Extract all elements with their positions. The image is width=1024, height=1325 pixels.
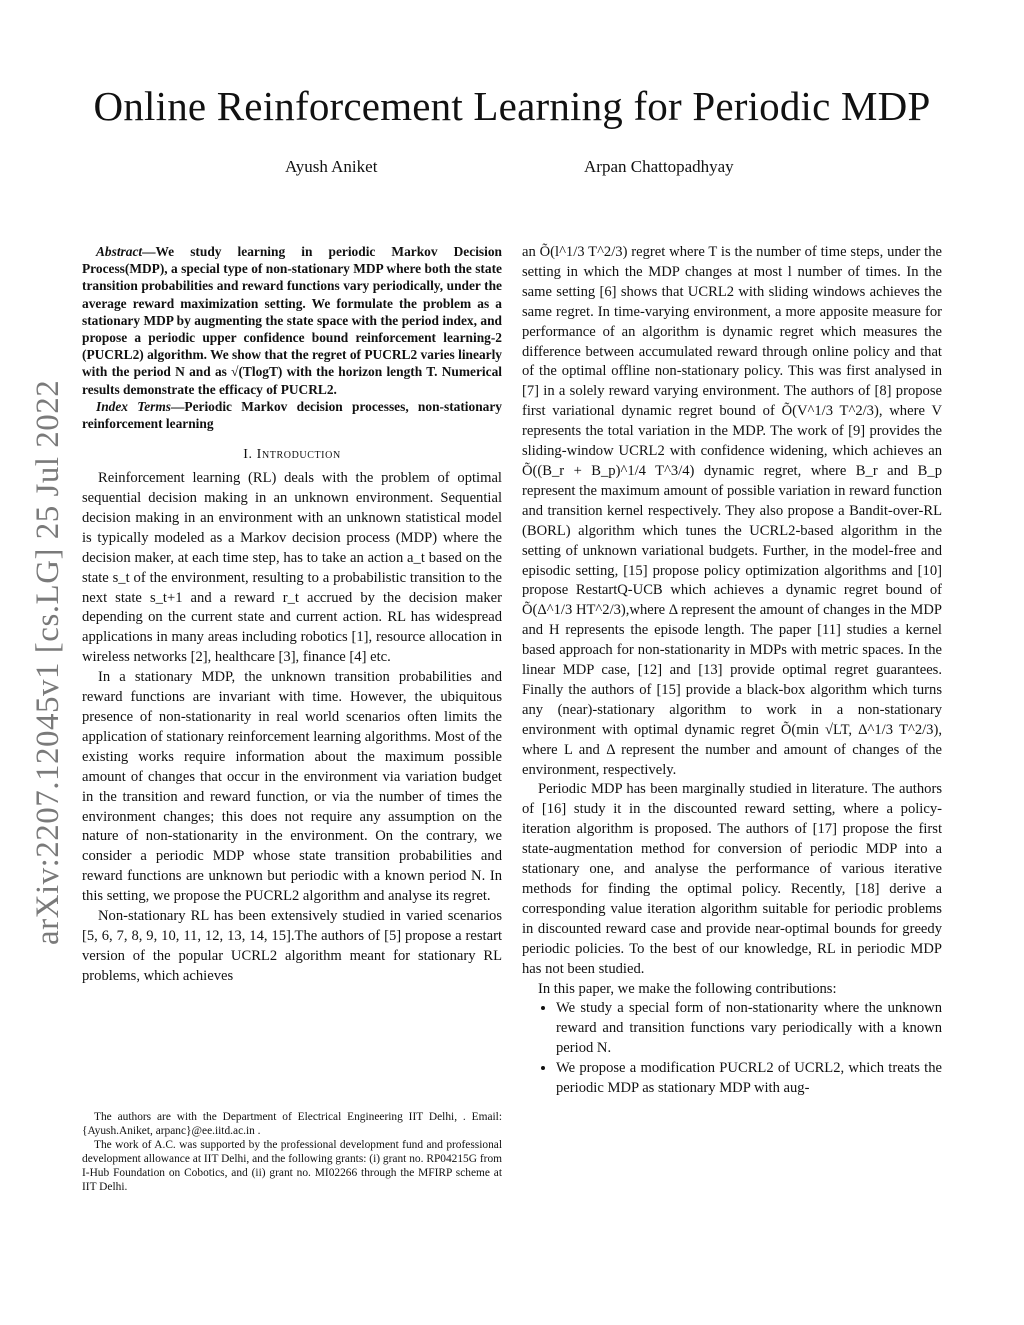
footnotes xyxy=(82,1110,502,1195)
abstract-label: Abstract xyxy=(96,244,143,259)
section-heading: I. Introduction xyxy=(243,447,341,463)
paper-title: Online Reinforcement Learning for Periodic MDP xyxy=(93,83,931,129)
list-item: • We propose a modification PUCRL2 of UCRL2, which treats the periodic MDP as stationary MDP with aug- xyxy=(556,1059,942,1099)
right-column xyxy=(522,243,942,1099)
paragraph: Reinforcement learning (RL) deals with the problem of optimal sequential decision making in an unknown environment. Sequential decision making in an environment with an unknown statistical model is typically modeled as a Markov decision process (MDP) where the decision maker, at each time step, has to take an action a_t based on the state s_t of the environment, resulting to a probabilistic transition to the next state s_t+1 and a reward r_t accrued by the decision maker depending on the current state and current action. RL has widespread applications in many areas including robotics [1], resource allocation in wireless networks [2], healthcare [3], finance [4] etc. xyxy=(82,470,502,666)
author-2: Arpan Chattopadhyay xyxy=(584,157,734,176)
abstract xyxy=(82,243,502,398)
paragraph: an Õ(l^1/3 T^2/3) regret where T is the number of time steps, under the setting in which the MDP changes at most l number of times. In the same setting [6] shows that UCRL2 with sliding windows achieves the same regret. In time-varying environment, a more apposite measure for performance of an algorithm is dynamic regret which measures the difference between accumulated reward through online policy and that of the optimal offline non-stationary policy. This was first analysed in [7] in a solely reward varying environment. The authors of [8] propose first variational dynamic regret bound of Õ(V^1/3 T^2/3), where V represents the total variation in the MDP. The work of [9] provides the sliding-window UCRL2 with confidence widening, which achieves an Õ((B_r + B_p)^1/4 T^3/4) dynamic regret, where B_r and B_p represent the maximum amount of possible variation in reward function and transition kernel respectively. They also propose a Bandit-over-RL (BORL) algorithm which tunes the UCRL2-based algorithm in the setting of unknown variational budgets. Further, in the model-free and episodic setting, [15] propose policy optimization algorithms and [10] propose RestartQ-UCB which achieves a dynamic regret bound of Õ(Δ^1/3 HT^2/3),where Δ represent the amount of changes in the MDP and H represents the episode length. The paper [11] studies a kernel based approach for non-stationarity in MDPs with metric spaces. In the linear MDP case, [12] and [13] provide optimal regret guarantees. Finally the authors of [15] provide a black-box algorithm which turns any (near)-stationary algorithm to work in a non-stationary environment with optimal dynamic regret Õ(min √LT, Δ^1/3 T^2/3), where L and Δ represent the number and amount of changes of the environment, respectively. xyxy=(522,244,942,778)
footnote: The authors are with the Department of Electrical Engineering IIT Delhi, . Email: {Ayush.Aniket, arpanc}@ee.iitd.ac.in . xyxy=(82,1111,502,1138)
arxiv-stamp: arXiv:2207.12045v1 [cs.LG] 25 Jul 2022 xyxy=(30,379,66,945)
contribution-list xyxy=(522,999,942,1099)
author-1: Ayush Aniket xyxy=(285,157,378,176)
index-terms-label: Index Terms xyxy=(96,398,171,414)
paragraph: Non-stationary RL has been extensively studied in varied scenarios [5, 6, 7, 8, 9, 10, 11, 12, 13, 14, 15].The authors of [5] propose a restart version of the popular UCRL2 algorithm meant for stationary RL problems, which achieves xyxy=(82,908,502,984)
index-terms-text: —Periodic Markov decision processes, non-stationary reinforcement learning xyxy=(82,398,503,432)
list-item: • We study a special form of non-stationarity where the unknown reward and transition functions vary periodically with a known period N. xyxy=(556,999,942,1059)
footnote: The work of A.C. was supported by the professional development fund and professional development allowance at IIT Delhi, and the following grants: (i) grant no. RP04215G from I-Hub Foundation on Cobotics, and (ii) grant no. MI02266 through the MFIRP scheme at IIT Delhi. xyxy=(82,1139,502,1194)
left-column xyxy=(82,243,502,987)
paragraph: In this paper, we make the following contributions: xyxy=(538,980,837,997)
paragraph: Periodic MDP has been marginally studied in literature. The authors of [16] study it in the discounted reward setting, where a policy-iteration algorithm is proposed. The authors of [17] propose the first state-augmentation method for conversion of periodic MDP into a stationary one, and analyse the performance of various iterative methods for finding the optimal policy. Recently, [18] derive a corresponding value iteration algorithm suitable for periodic problems in discounted reward case and provide near-optimal bounds for greedy periodic policies. To the best of our knowledge, RL in periodic MDP has not been studied. xyxy=(522,781,942,977)
index-terms xyxy=(82,398,502,432)
paragraph: In a stationary MDP, the unknown transition probabilities and reward functions are invariant with time. However, the ubiquitous presence of non-stationarity in real world scenarios often limits the application of stationary reinforcement learning algorithms. Most of the existing works require information about the maximum possible amount of changes that occur in the environment via variation budget in the transition and reward function, or via the number of times the environment changes; this does not require any assumption on the nature of non-stationarity in the environment. On the contrary, we consider a periodic MDP whose state transition probabilities and reward functions are unknown but periodic with a known period N. In this setting, we propose the PUCRL2 algorithm and analyse its regret. xyxy=(82,669,502,905)
abstract-text: —We study learning in periodic Markov Decision Process(MDP), a special type of non-stationary MDP where both the state transition probabilities and reward functions vary periodically, under the average reward maximization setting. We formulate the problem as a stationary MDP by augmenting the state space with the period index, and propose a periodic upper confidence bound reinforcement learning-2 (PUCRL2) algorithm. We show that the regret of PUCRL2 varies linearly with the period N and as √(TlogT) with the horizon length T. Numerical results demonstrate the efficacy of PUCRL2. xyxy=(82,244,502,397)
